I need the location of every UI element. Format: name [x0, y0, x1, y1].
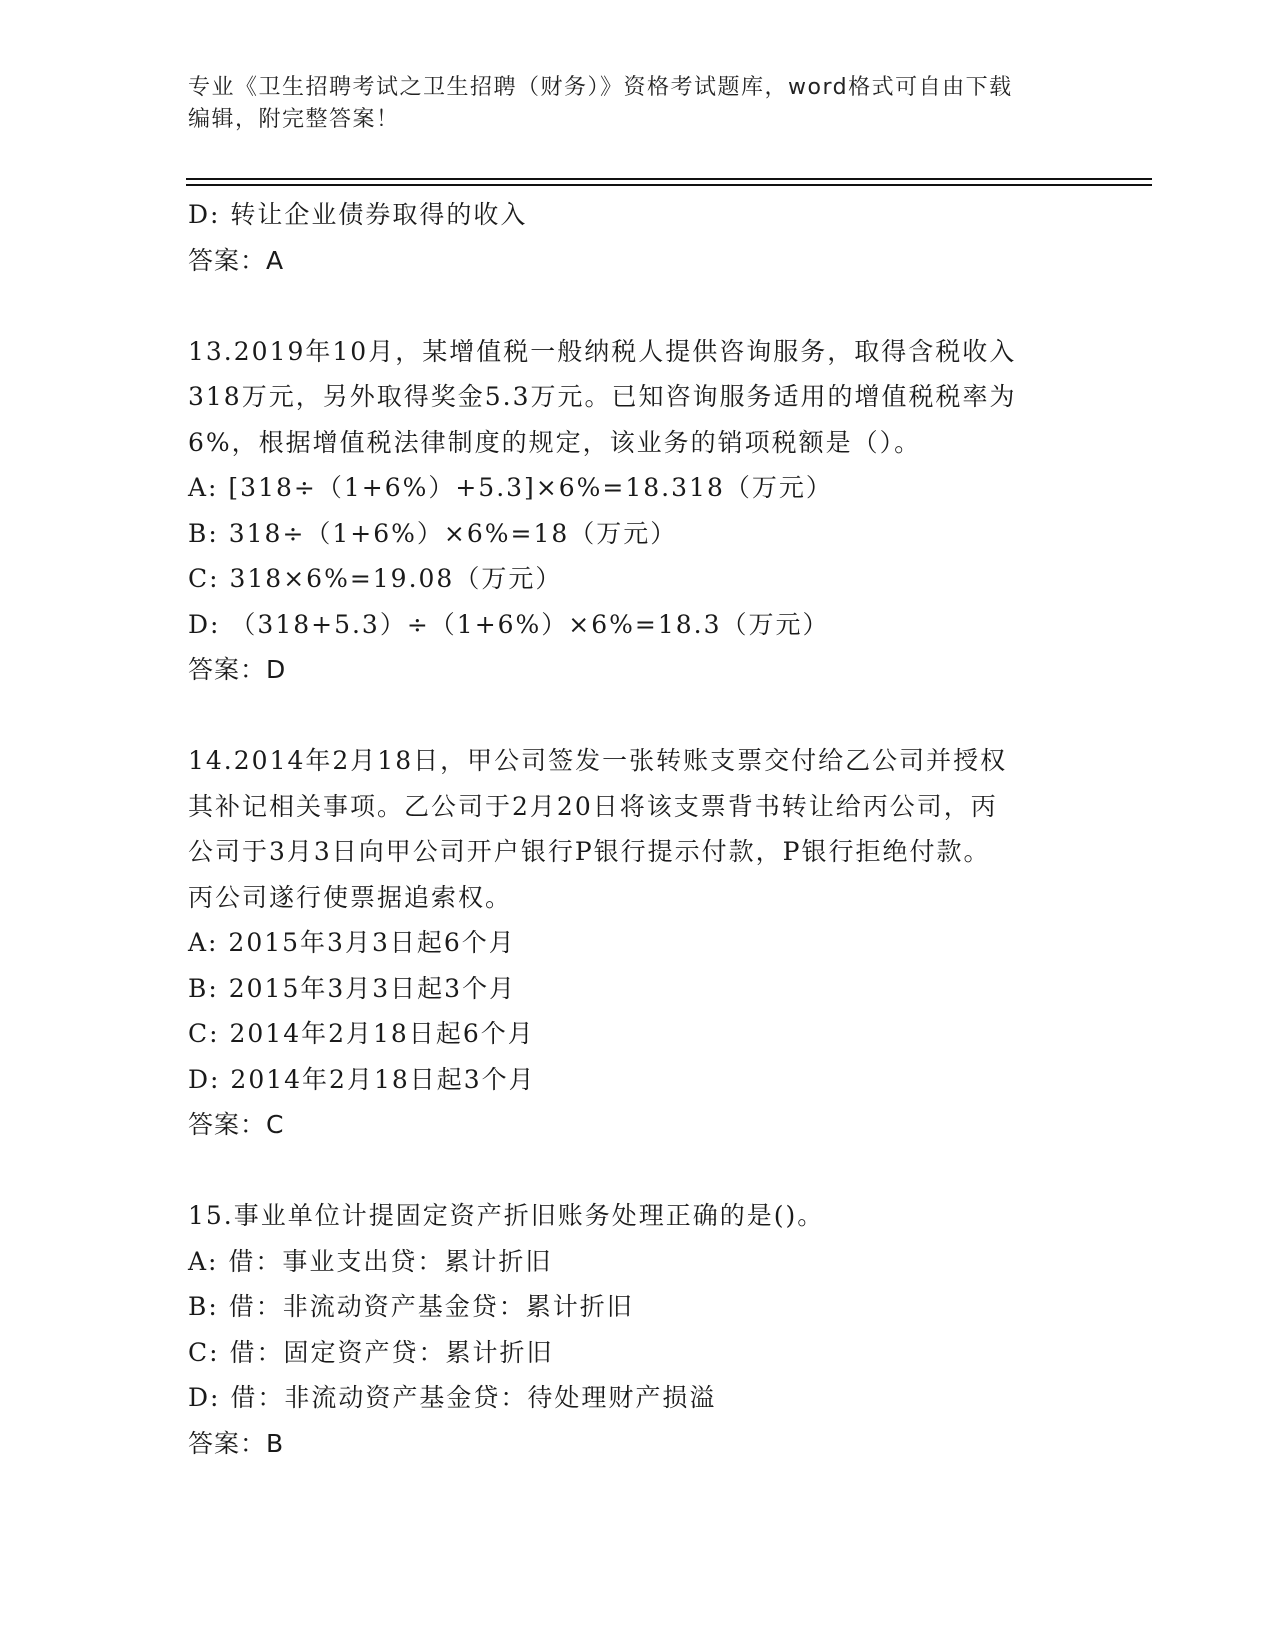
header-line-2: 编辑，附完整答案！ — [188, 107, 400, 132]
q14-option-d: D: 2014年2月18日起3个月 — [188, 1064, 536, 1094]
q15-stem-line-1: 15.事业单位计提固定资产折旧账务处理正确的是()。 — [188, 1201, 825, 1230]
q15-option-c: C: 借：固定资产贷：累计折旧 — [188, 1337, 554, 1367]
spacer — [188, 283, 1088, 329]
q14-answer: 答案：C — [188, 1110, 285, 1139]
q14-option-b: B: 2015年3月3日起3个月 — [188, 973, 517, 1003]
header-divider-top — [186, 178, 1152, 180]
header-line-1: 专业《卫生招聘考试之卫生招聘（财务）》资格考试题库，word格式可自由下载 — [188, 75, 1013, 100]
question-13 — [188, 329, 1088, 693]
q13-answer: 答案：D — [188, 655, 287, 684]
question-content — [188, 192, 1088, 1466]
header-divider-bottom — [186, 184, 1152, 186]
page-header — [188, 72, 1088, 136]
q13-stem-line-2: 318万元，另外取得奖金5.3万元。已知咨询服务适用的增值税税率为 — [188, 382, 1017, 411]
q14-stem-line-3: 公司于3月3日向甲公司开户银行P银行提示付款，P银行拒绝付款。 — [188, 837, 991, 866]
question-15 — [188, 1193, 1088, 1466]
prev-option-d: D: 转让企业债券取得的收入 — [188, 200, 528, 229]
q13-option-b: B: 318÷（1+6%）×6%=18（万元） — [188, 518, 678, 548]
q14-stem-line-2: 其补记相关事项。乙公司于2月20日将该支票背书转让给丙公司，丙 — [188, 791, 998, 821]
q15-option-a: A: 借：事业支出贷：累计折旧 — [188, 1246, 553, 1276]
q13-option-d: D: （318+5.3）÷（1+6%）×6%=18.3（万元） — [188, 609, 830, 639]
q14-option-c: C: 2014年2月18日起6个月 — [188, 1019, 535, 1048]
q14-option-a: A: 2015年3月3日起6个月 — [188, 928, 516, 957]
q13-option-a: A: [318÷（1+6%）+5.3]×6%=18.318（万元） — [188, 473, 833, 502]
q14-stem-line-1: 14.2014年2月18日，甲公司签发一张转账支票交付给乙公司并授权 — [188, 746, 1008, 775]
q15-option-d: D: 借：非流动资产基金贷：待处理财产损溢 — [188, 1383, 717, 1412]
q15-answer: 答案：B — [188, 1428, 285, 1458]
q13-stem-line-3: 6%，根据增值税法律制度的规定，该业务的销项税额是（）。 — [188, 427, 922, 457]
prev-answer: 答案：A — [188, 245, 285, 275]
q14-stem-line-4: 丙公司遂行使票据追索权。 — [188, 882, 513, 912]
q15-option-b: B: 借：非流动资产基金贷：累计折旧 — [188, 1292, 634, 1321]
q13-stem-line-1: 13.2019年10月，某增值税一般纳税人提供咨询服务，取得含税收入 — [188, 336, 1017, 366]
question-14 — [188, 738, 1088, 1148]
q13-option-c: C: 318×6%=19.08（万元） — [188, 564, 563, 593]
spacer — [188, 1148, 1088, 1194]
spacer — [188, 693, 1088, 739]
